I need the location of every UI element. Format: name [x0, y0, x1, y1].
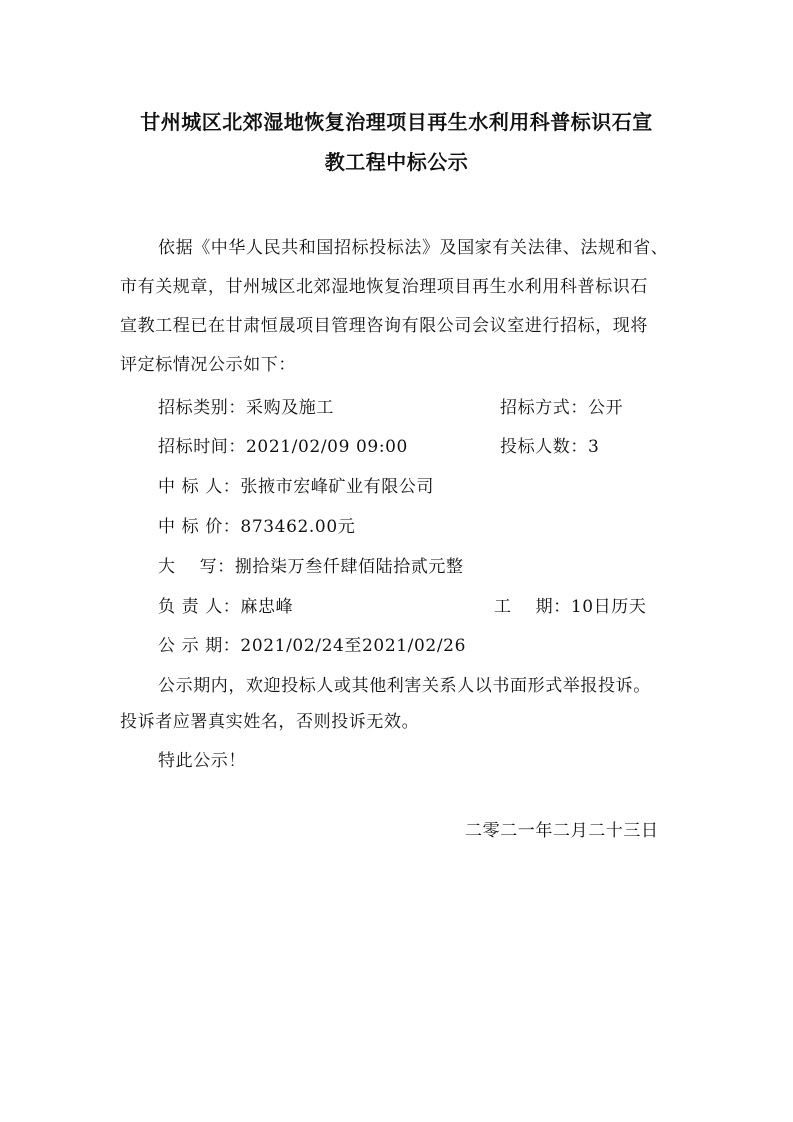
bidder-count-value: 3	[588, 437, 600, 457]
intro-paragraph-line-2: 市有关规章，甘州城区北郊湿地恢复治理项目再生水利用科普标识石	[120, 277, 648, 297]
winner-label: 中 标 人：	[158, 477, 241, 497]
bid-method-row	[500, 393, 623, 418]
winning-price-row	[158, 512, 355, 537]
publicity-period-label: 公 示 期：	[158, 636, 241, 656]
page-title-line-1: 甘州城区北郊湿地恢复治理项目再生水利用科普标识石宣	[140, 110, 653, 134]
construction-period-label: 工 期：	[494, 597, 571, 617]
winner-value: 张掖市宏峰矿业有限公司	[240, 477, 435, 497]
bid-category-row	[158, 393, 334, 418]
issue-date: 二零二一年二月二十三日	[465, 821, 659, 841]
notice-line-2: 投诉者应署真实姓名，否则投诉无效。	[120, 712, 420, 732]
intro-paragraph-line-1: 依据《中华人民共和国招标投标法》及国家有关法律、法规和省、	[158, 238, 669, 258]
winning-price-value: 873462.00元	[240, 517, 356, 537]
construction-period-value: 10日历天	[570, 597, 647, 617]
manager-label: 负 责 人：	[158, 597, 241, 617]
construction-period-row	[494, 592, 646, 617]
publicity-period-row	[158, 631, 466, 656]
page-title-line-2: 教工程中标公示	[324, 150, 469, 174]
bidder-count-label: 投标人数：	[500, 437, 588, 457]
bid-time-label: 招标时间：	[158, 437, 246, 457]
price-in-words-row	[158, 552, 464, 577]
bid-method-label: 招标方式：	[500, 398, 588, 418]
price-in-words-label: 大 写：	[158, 557, 235, 577]
manager-value: 麻忠峰	[240, 597, 294, 617]
intro-paragraph-line-4: 评定标情况公示如下：	[120, 355, 296, 375]
bid-time-value: 2021/02/09 09:00	[246, 437, 408, 457]
bid-category-label: 招标类别：	[158, 398, 246, 418]
closing-statement: 特此公示！	[158, 751, 246, 771]
winning-price-label: 中 标 价：	[158, 517, 241, 537]
bid-time-row	[158, 432, 408, 457]
notice-line-1: 公示期内，欢迎投标人或其他利害关系人以书面形式举报投诉。	[158, 676, 651, 696]
winner-row	[158, 472, 434, 497]
publicity-period-value: 2021/02/24至2021/02/26	[240, 636, 466, 656]
manager-row	[158, 592, 293, 617]
price-in-words-value: 捌拾柒万叁仟肆佰陆拾贰元整	[234, 557, 464, 577]
bid-method-value: 公开	[588, 398, 624, 418]
bidder-count-row	[500, 432, 599, 457]
intro-paragraph-line-3: 宣教工程已在甘肃恒晟项目管理咨询有限公司会议室进行招标，现将	[120, 316, 648, 336]
bid-category-value: 采购及施工	[246, 398, 334, 418]
